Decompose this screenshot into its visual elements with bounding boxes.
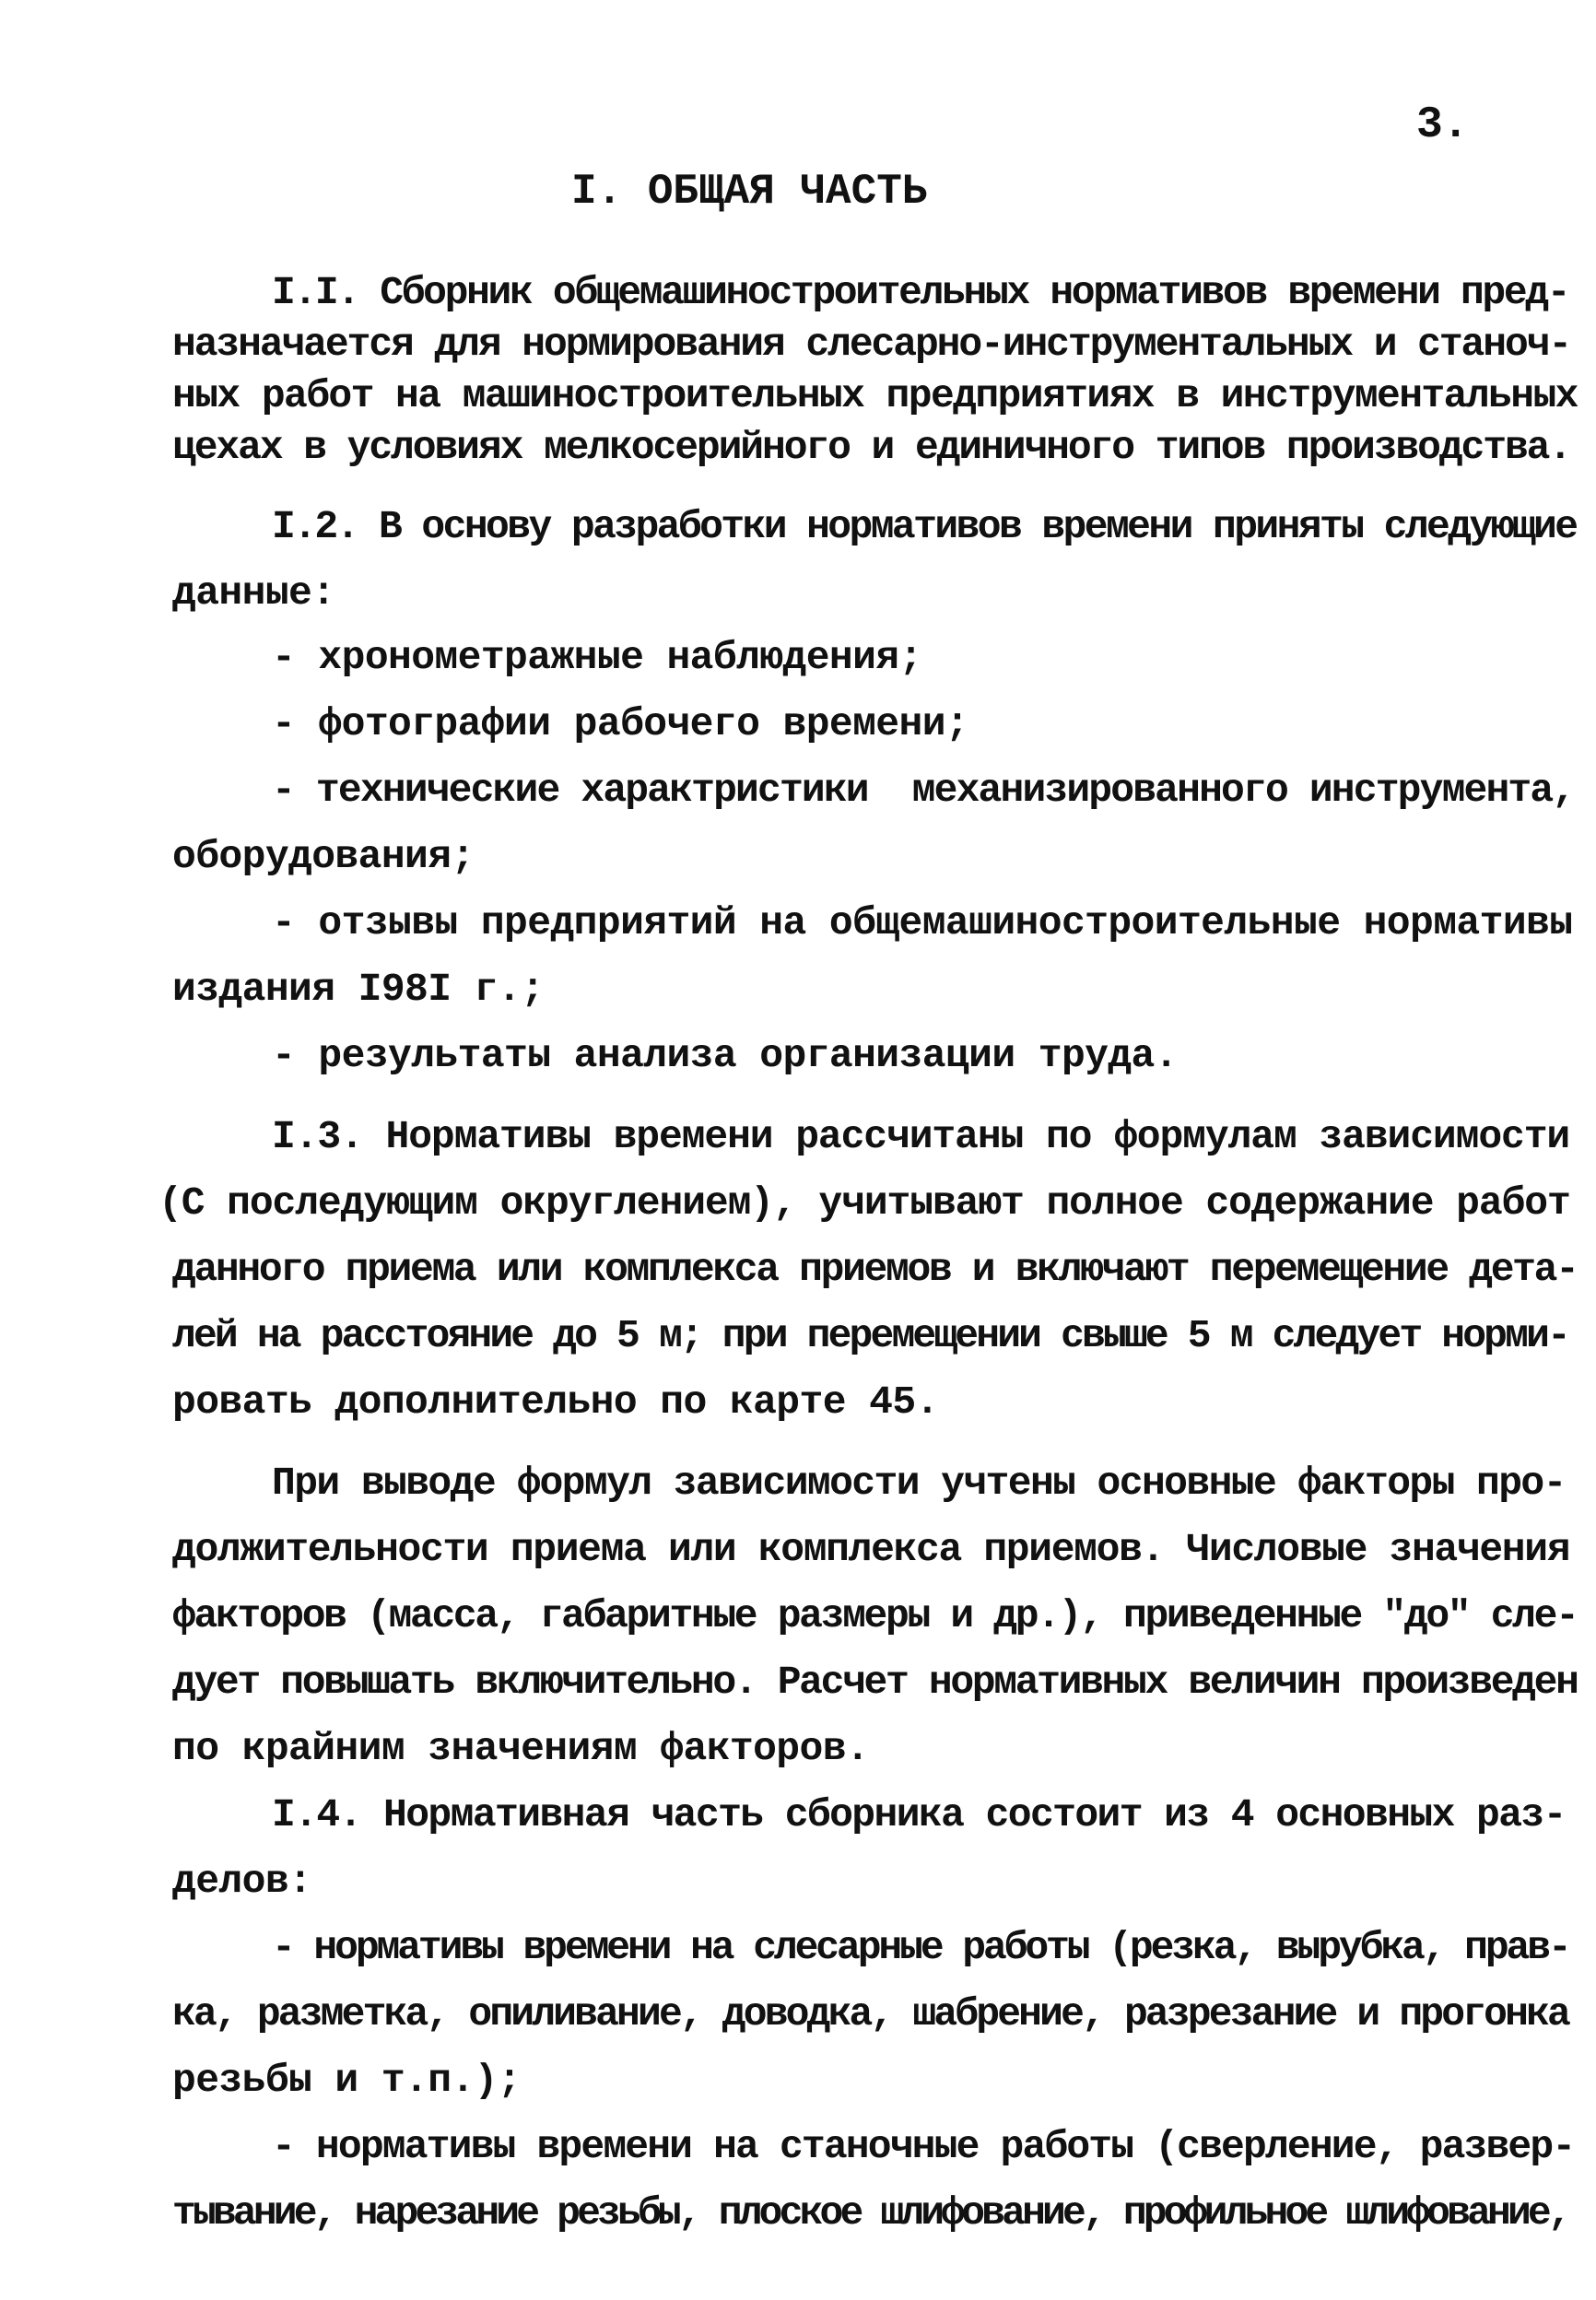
text-line: При выводе формул зависимости учтены основные факторы про- — [272, 1461, 1566, 1506]
text-line: тывание, нарезание резьбы, плоское шлифование, профильное шлифование, — [172, 2190, 1568, 2235]
text-line: ровать дополнительно по карте 45. — [172, 1379, 939, 1425]
text-line: лей на расстояние до 5 м; при перемещении свыше 5 м следует норми- — [172, 1313, 1568, 1358]
text-line: издания I98I г.; — [172, 967, 545, 1012]
text-line: делов: — [172, 1859, 312, 1904]
text-line: ка, разметка, опиливание, доводка, шабрение, разрезание и прогонка — [172, 1991, 1568, 2036]
list-item: - фотографии рабочего времени; — [272, 701, 969, 746]
text-line: I.3. Нормативы времени рассчитаны по формулам зависимости — [272, 1114, 1570, 1159]
text-line: данные: — [172, 570, 335, 616]
list-item: - хронометражные наблюдения; — [272, 635, 922, 680]
text-line: ных работ на машиностроительных предприятиях в инструментальных — [172, 373, 1578, 418]
text-line: данного приема или комплекса приемов и включают перемещение дета- — [172, 1247, 1578, 1292]
section-title: I. ОБЩАЯ ЧАСТЬ — [571, 168, 928, 216]
list-item: - технические характристики механизированного инструмента, — [272, 768, 1575, 813]
text-line: I.4. Нормативная часть сборника состоит из 4 основных раз- — [272, 1792, 1566, 1837]
text-line: дует повышать включительно. Расчет нормативных величин произведен — [172, 1660, 1578, 1705]
page-number: 3. — [1416, 100, 1469, 150]
list-item: - нормативы времени на слесарные работы (резка, вырубка, прав- — [272, 1925, 1569, 1970]
text-line: факторов (масса, габаритные размеры и др.), приведенные "до" сле- — [172, 1593, 1578, 1638]
text-line: резьбы и т.п.); — [172, 2058, 522, 2103]
list-item: - отзывы предприятий на общемашиностроительные нормативы — [272, 900, 1573, 945]
text-line: оборудования; — [172, 834, 475, 879]
text-line: I.2. В основу разработки нормативов времени приняты следующие — [272, 504, 1577, 549]
list-item: - нормативы времени на станочные работы (сверление, развер- — [272, 2124, 1575, 2169]
text-line: (С последующим округлением), учитывают полное содержание работ — [158, 1180, 1570, 1226]
list-item: - результаты анализа организации труда. — [272, 1033, 1178, 1078]
text-line: I.I. Сборник общемашиностроительных нормативов времени пред- — [272, 270, 1569, 315]
text-line: по крайним значениям факторов. — [172, 1726, 870, 1771]
text-line: назначается для нормирования слесарно-инструментальных и станоч- — [172, 322, 1571, 367]
text-line: цехах в условиях мелкосерийного и единичного типов производства. — [172, 425, 1571, 470]
text-line: должительности приема или комплекса приемов. Числовые значения — [172, 1527, 1570, 1572]
